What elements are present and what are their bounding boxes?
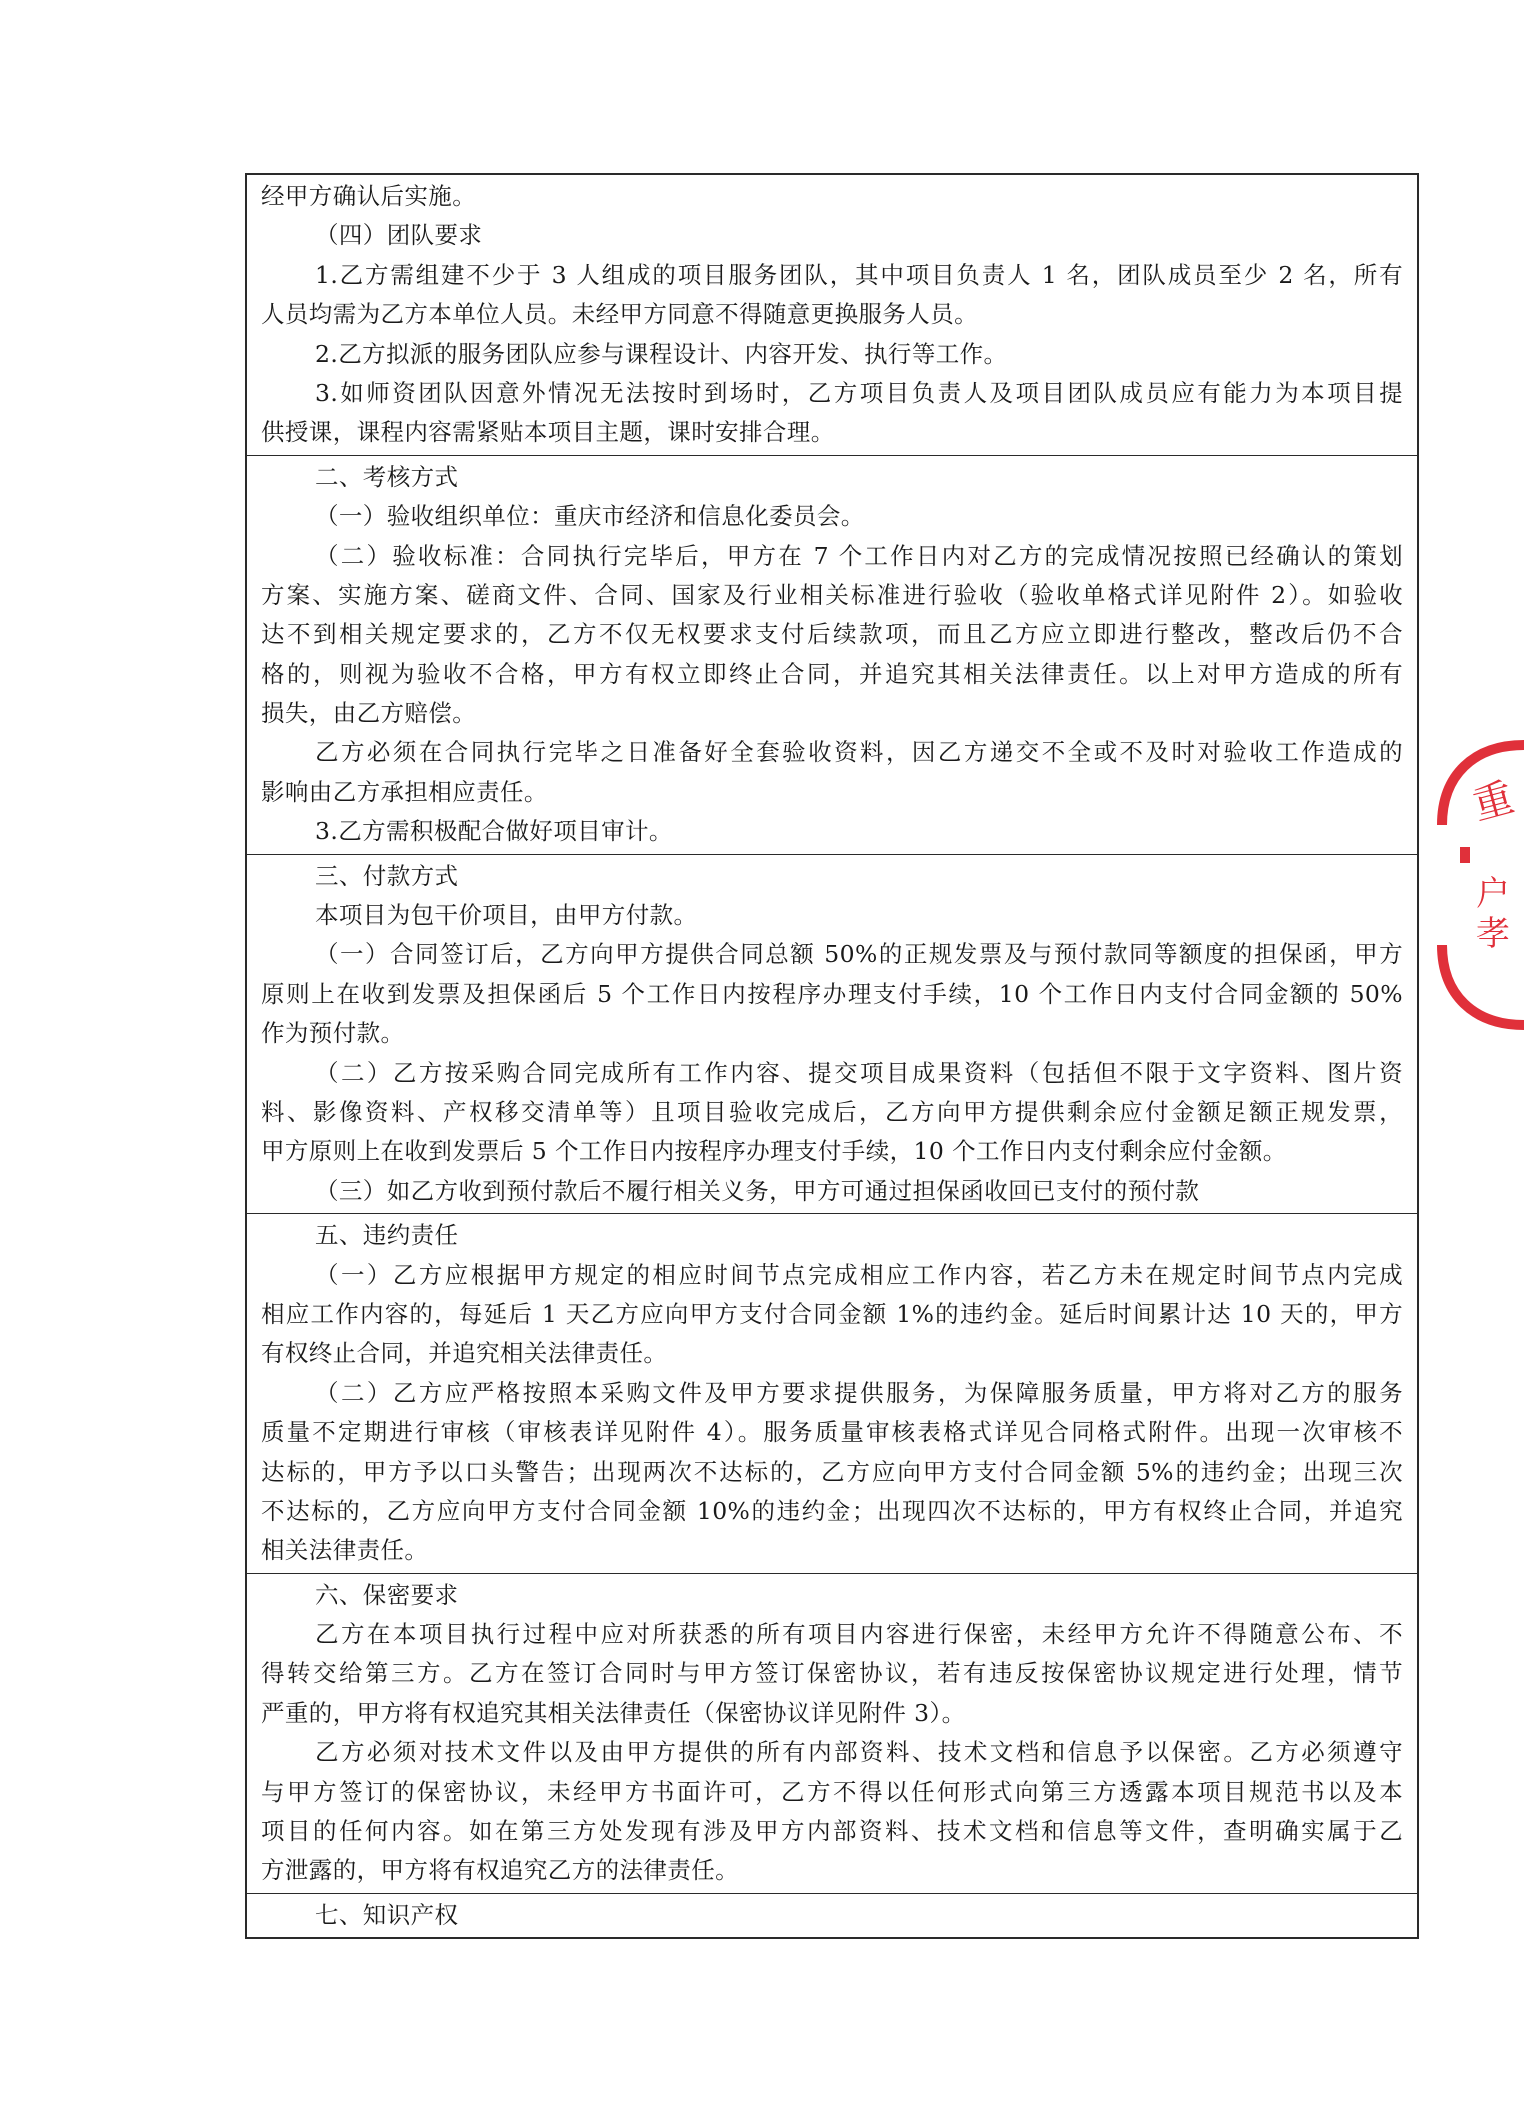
text-line: 本项目为包干价项目，由甲方付款。: [315, 901, 698, 930]
text-line: 1.乙方需组建不少于 3 人组成的项目服务团队，其中项目负责人 1 名，团队成员至少 2 名，所有: [315, 260, 1403, 289]
text-line: 人员均需为乙方本单位人员。未经甲方同意不得随意更换服务人员。: [261, 300, 978, 329]
text-line: 经甲方确认后实施。: [261, 182, 477, 210]
text-line: 乙方必须在合同执行完毕之日准备好全套验收资料，因乙方递交不全或不及时对验收工作造成的: [315, 738, 1403, 767]
text-line: 乙方必须对技术文件以及由甲方提供的所有内部资料、技术文档和信息予以保密。乙方必须遵守: [315, 1738, 1403, 1767]
text-line: 2.乙方拟派的服务团队应参与课程设计、内容开发、执行等工作。: [315, 339, 1008, 368]
text-line: 质量不定期进行审核（审核表详见附件 4）。服务质量审核表格式详见合同格式附件。出现一次审核不: [261, 1418, 1403, 1447]
text-line: 达标的，甲方予以口头警告；出现两次不达标的，乙方应向甲方支付合同金额 5%的违约金；出现三次: [261, 1457, 1403, 1486]
text-line: 原则上在收到发票及担保函后 5 个工作日内按程序办理支付手续，10 个工作日内支付合同金额的 50%: [261, 979, 1403, 1008]
seal-char-2: 户: [1476, 874, 1510, 914]
text-line: 相应工作内容的，每延后 1 天乙方应向甲方支付合同金额 1%的违约金。延后时间累计达 10 天的，甲方: [261, 1299, 1403, 1328]
text-line: 三、付款方式: [315, 861, 459, 890]
text-line: 作为预付款。: [261, 1019, 405, 1048]
text-line: 甲方原则上在收到发票后 5 个工作日内按程序办理支付手续，10 个工作日内支付剩余应付金额。: [261, 1137, 1287, 1166]
text-line: 方泄露的，甲方将有权追究乙方的法律责任。: [261, 1856, 739, 1885]
seal-char-3: 孝: [1476, 914, 1510, 954]
seal-dot: [1460, 847, 1470, 863]
text-line: 与甲方签订的保密协议，未经甲方书面许可，乙方不得以任何形式向第三方透露本项目规范书以及本: [261, 1777, 1403, 1806]
text-line: （二）乙方按采购合同完成所有工作内容、提交项目成果资料（包括但不限于文字资料、图片资: [315, 1058, 1403, 1087]
text-line: 3.乙方需积极配合做好项目审计。: [315, 817, 673, 846]
text-line: （四）团队要求: [315, 221, 483, 250]
seal-arc-bottom: [1442, 945, 1524, 1025]
seal-arc-top: [1442, 745, 1524, 825]
text-line: 达不到相关规定要求的，乙方不仅无权要求支付后续款项，而且乙方应立即进行整改，整改后仍不合: [261, 620, 1403, 649]
text-line: 供授课，课程内容需紧贴本项目主题，课时安排合理。: [261, 418, 835, 447]
text-line: 不达标的，乙方应向甲方支付合同金额 10%的违约金；出现四次不达标的，甲方有权终止合同，并追究: [261, 1496, 1403, 1525]
text-line: 有权终止合同，并追究相关法律责任。: [261, 1339, 668, 1368]
red-seal-stamp: [1434, 735, 1524, 1035]
text-line: 损失，由乙方赔偿。: [261, 699, 477, 728]
text-line: 六、保密要求: [315, 1580, 459, 1609]
table-row: [247, 175, 1417, 455]
text-line: 料、影像资料、产权移交清单等）且项目验收完成后，乙方向甲方提供剩余应付金额足额正规发票，: [261, 1097, 1403, 1126]
text-line: 七、知识产权: [315, 1900, 459, 1929]
table-row: [247, 854, 1417, 1214]
table-row: [247, 1893, 1417, 1937]
text-line: 相关法律责任。: [261, 1536, 429, 1565]
text-line: （二）乙方应严格按照本采购文件及甲方要求提供服务，为保障服务质量，甲方将对乙方的服务: [315, 1378, 1403, 1407]
table-row: [247, 1213, 1417, 1573]
text-line: （三）如乙方收到预付款后不履行相关义务，甲方可通过担保函收回已支付的预付款: [315, 1176, 1200, 1205]
text-line: 得转交给第三方。乙方在签订合同时与甲方签订保密协议，若有违反按保密协议规定进行处理，情节: [261, 1659, 1403, 1688]
text-line: （二）验收标准：合同执行完毕后，甲方在 7 个工作日内对乙方的完成情况按照已经确认的策划: [315, 541, 1403, 570]
table-row: [247, 1573, 1417, 1893]
table-row: [247, 455, 1417, 854]
text-line: 项目的任何内容。如在第三方处发现有涉及甲方内部资料、技术文档和信息等文件，查明确实属于乙: [261, 1817, 1403, 1846]
text-line: 影响由乙方承担相应责任。: [261, 777, 548, 806]
text-line: （一）验收组织单位：重庆市经济和信息化委员会。: [315, 502, 865, 531]
text-line: 3.如师资团队因意外情况无法按时到场时，乙方项目负责人及项目团队成员应有能力为本项目提: [315, 378, 1403, 407]
text-line: 乙方在本项目执行过程中应对所获悉的所有项目内容进行保密，未经甲方允许不得随意公布、不: [315, 1620, 1403, 1649]
text-line: 方案、实施方案、磋商文件、合同、国家及行业相关标准进行验收（验收单格式详见附件 2）。如验收: [261, 580, 1403, 609]
seal-char-1: 重: [1468, 774, 1519, 830]
text-line: 五、违约责任: [315, 1221, 459, 1250]
text-line: 格的，则视为验收不合格，甲方有权立即终止合同，并追究其相关法律责任。以上对甲方造成的所有: [261, 659, 1403, 688]
text-line: 二、考核方式: [315, 462, 459, 491]
text-line: （一）合同签订后，乙方向甲方提供合同总额 50%的正规发票及与预付款同等额度的担保函，甲方: [315, 940, 1403, 969]
contract-table: [245, 173, 1419, 1939]
text-line: （一）乙方应根据甲方规定的相应时间节点完成相应工作内容，若乙方未在规定时间节点内完成: [315, 1260, 1403, 1289]
text-line: 严重的，甲方将有权追究其相关法律责任（保密协议详见附件 3）。: [261, 1698, 966, 1727]
